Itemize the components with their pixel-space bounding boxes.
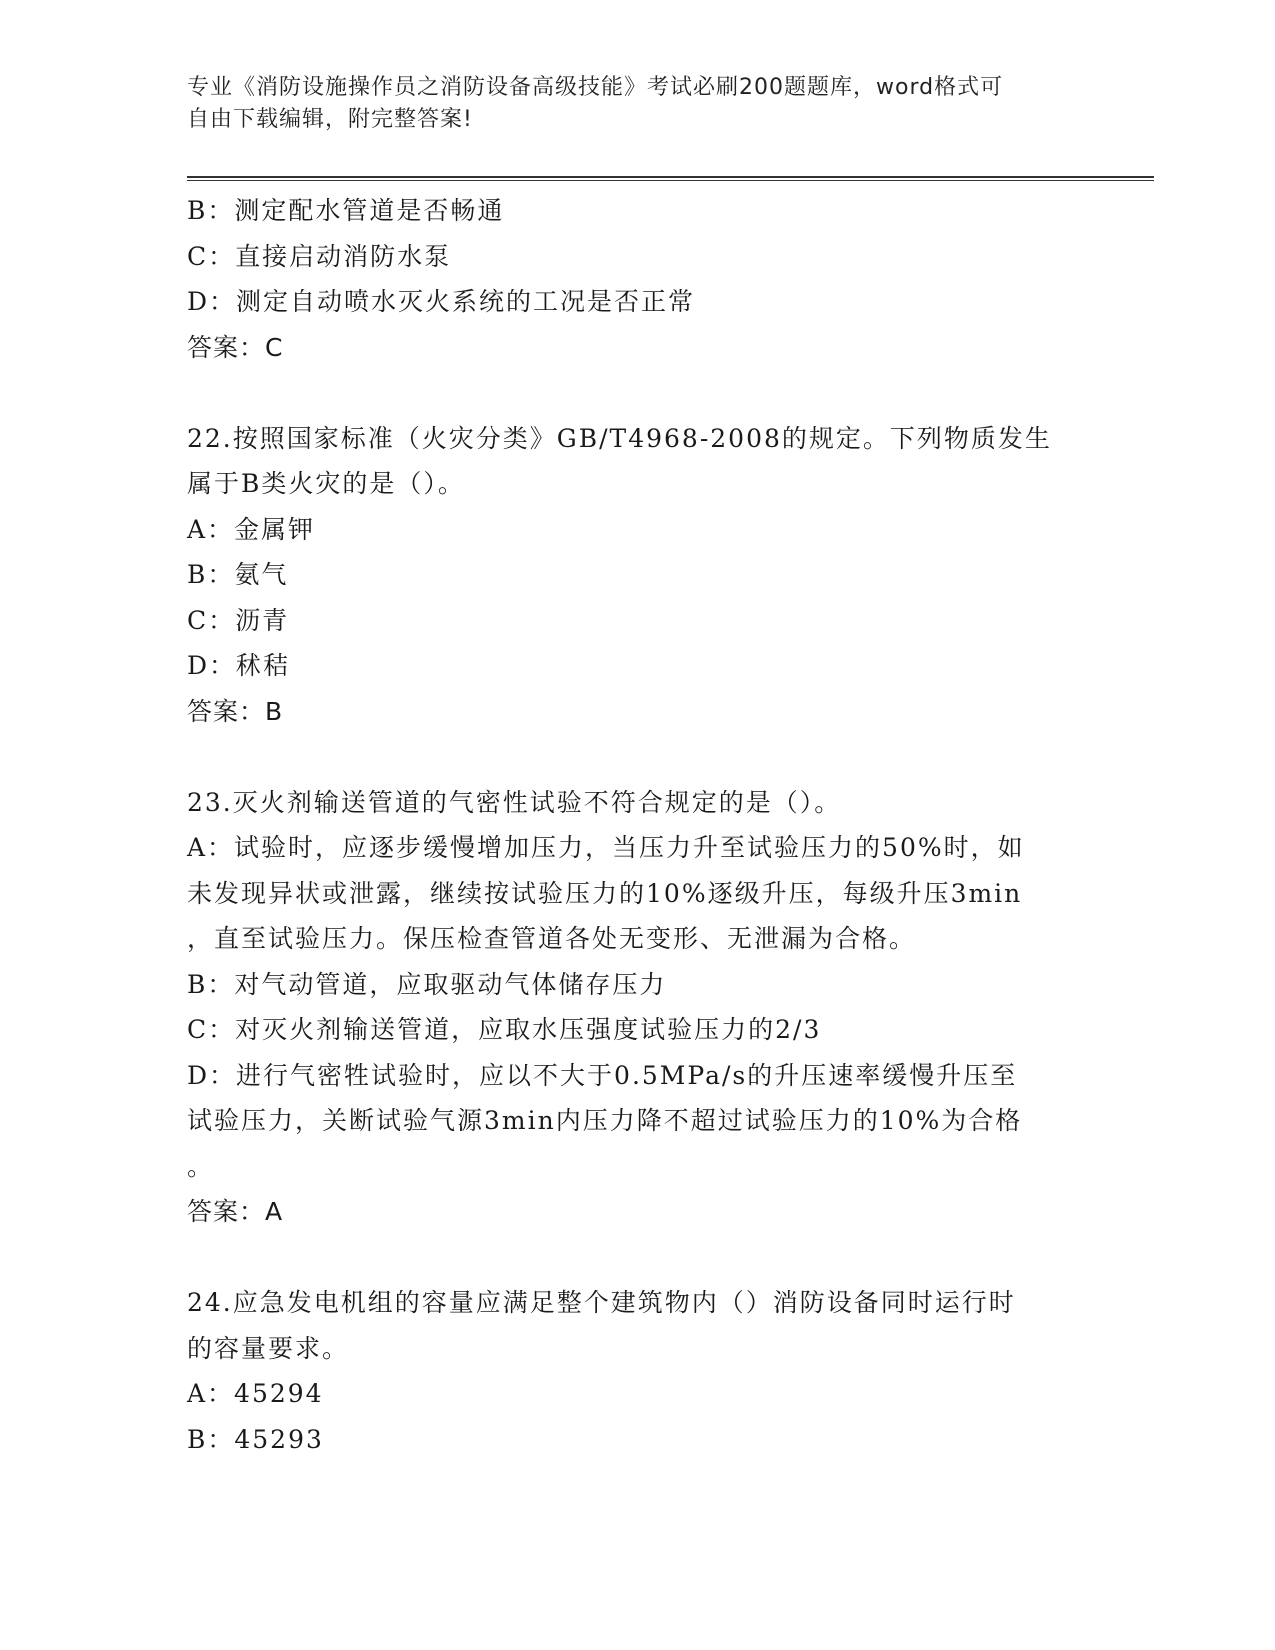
spacer [187, 734, 1077, 780]
q21-option-d: D：测定自动喷水灭火系统的工况是否正常 [187, 287, 696, 316]
header-divider [187, 176, 1154, 181]
q21-option-b: B：测定配水管道是否畅通 [187, 196, 505, 225]
q22-question-line-2: 属于B类火灾的是（）。 [187, 469, 465, 498]
question-23 [187, 780, 1077, 1235]
question-21-continued [187, 188, 1077, 370]
question-24 [187, 1280, 1077, 1462]
q23-option-c: C：对灭火剂输送管道，应取水压强度试验压力的2/3 [187, 1015, 822, 1044]
header-line-1: 专业《消防设施操作员之消防设备高级技能》考试必刷200题题库，word格式可 [187, 75, 1004, 100]
q23-option-d-line-2: 试验压力，关断试验气源3min内压力降不超过试验压力的10%为合格 [187, 1106, 1023, 1135]
q23-option-d-line-1: D：进行气密牲试验时，应以不大于0.5MPa/s的升压速率缓慢升压至 [187, 1060, 1018, 1090]
q23-question: 23.灭火剂输送管道的气密性试验不符合规定的是（）。 [187, 787, 842, 817]
q22-option-d: D：秫秸 [187, 651, 291, 680]
header-line-2: 自由下载编辑，附完整答案! [187, 107, 473, 132]
q23-option-d-line-3: 。 [187, 1151, 215, 1181]
q23-option-b: B：对气动管道，应取驱动气体储存压力 [187, 969, 667, 999]
q22-answer: 答案：B [187, 696, 284, 726]
question-list [187, 188, 1077, 1462]
q22-question-line-1: 22.按照国家标准（火灾分类》GB/T4968-2008的规定。下列物质发生 [187, 423, 1052, 453]
q23-answer: 答案：A [187, 1197, 284, 1226]
q24-question-line-2: 的容量要求。 [187, 1333, 350, 1363]
spacer [187, 1235, 1077, 1281]
q23-option-a-line-3: ，直至试验压力。保压检查管道各处无变形、无泄漏为合格。 [187, 924, 917, 953]
q24-option-a: A：45294 [187, 1379, 324, 1408]
q23-option-a-line-1: A：试验时，应逐步缓慢增加压力，当压力升至试验压力的50%时，如 [187, 833, 1025, 862]
q22-option-c: C：沥青 [187, 605, 290, 635]
question-22 [187, 416, 1077, 735]
q22-option-a: A：金属钾 [187, 514, 316, 544]
q24-option-b: B：45293 [187, 1424, 324, 1454]
q22-option-b: B：氨气 [187, 560, 289, 589]
document-header [187, 72, 1067, 136]
q21-option-c: C：直接启动消防水泵 [187, 241, 452, 271]
q21-answer: 答案：C [187, 332, 284, 362]
spacer [187, 370, 1077, 416]
q23-option-a-line-2: 未发现异状或泄露，继续按试验压力的10%逐级升压，每级升压3min [187, 878, 1023, 908]
q24-question-line-1: 24.应急发电机组的容量应满足整个建筑物内（）消防设备同时运行时 [187, 1288, 1016, 1317]
